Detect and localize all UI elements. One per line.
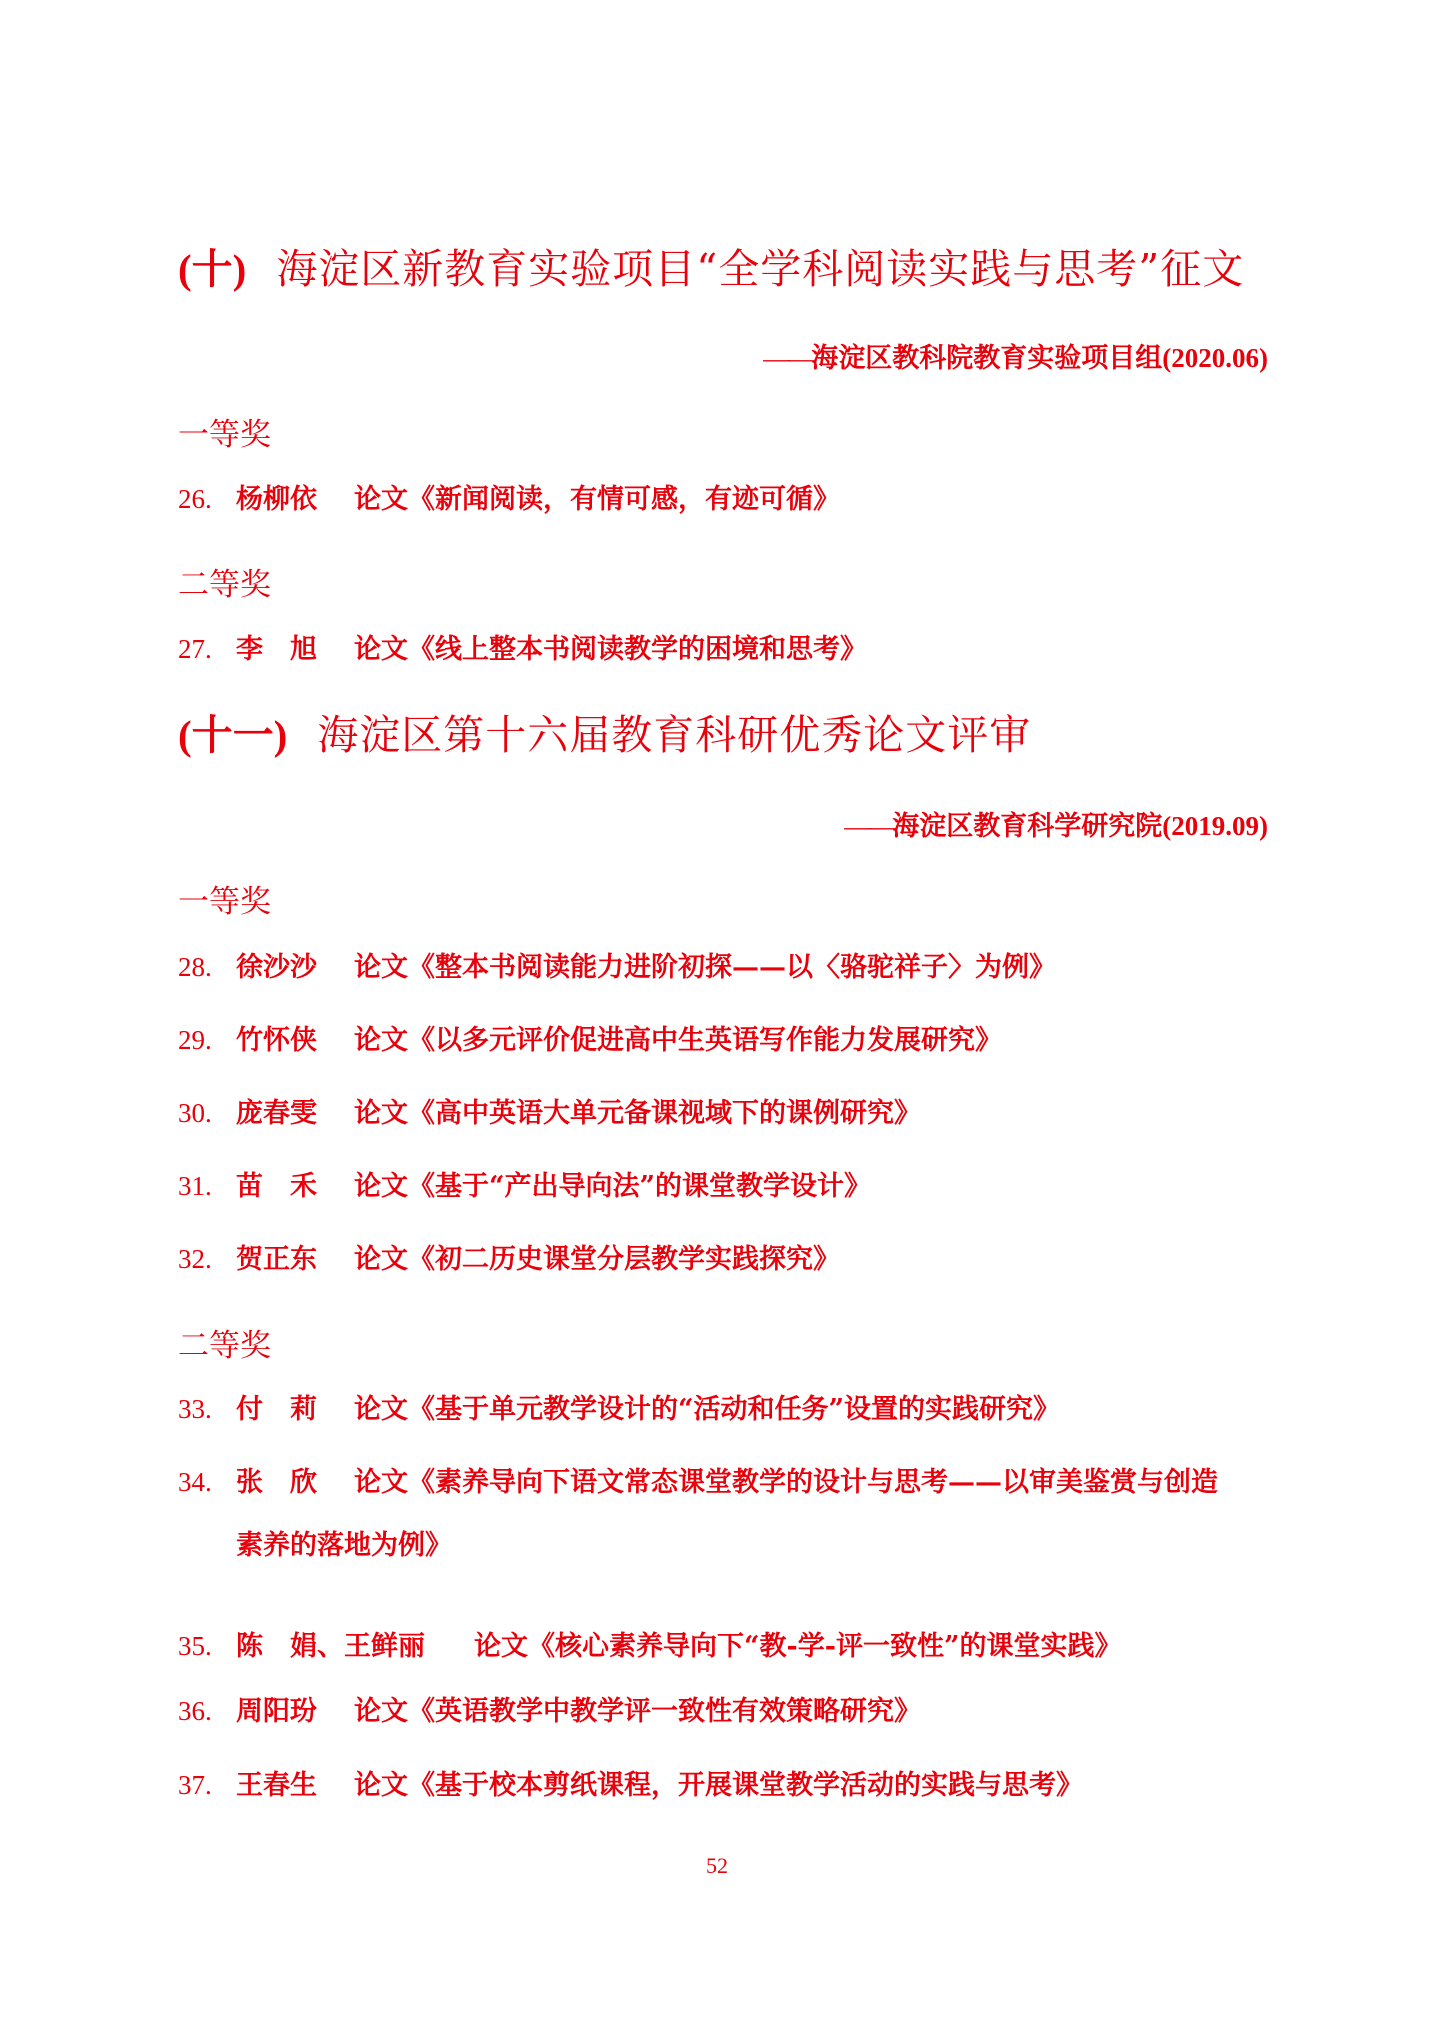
award-level: 二等奖 bbox=[178, 1328, 271, 1364]
entry-author: 贺正东 bbox=[236, 1244, 317, 1275]
section-number: (十一) bbox=[178, 712, 288, 758]
section-number: (十) bbox=[178, 246, 247, 292]
entry-paper: 论文《英语教学中教学评一致性有效策略研究》 bbox=[354, 1696, 921, 1727]
page-number: 52 bbox=[706, 1853, 728, 1878]
entry-number: 29. bbox=[178, 1025, 212, 1055]
entry-paper: 论文《高中英语大单元备课视域下的课例研究》 bbox=[354, 1098, 921, 1129]
list-item bbox=[178, 1173, 871, 1200]
source-org: 海淀区教育科学研究院 bbox=[892, 811, 1163, 842]
source-dash: —— bbox=[763, 343, 812, 373]
list-item bbox=[178, 1246, 840, 1273]
entry-paper: 论文《核心素养导向下“教-学-评一致性”的课堂实践》 bbox=[474, 1631, 1122, 1662]
entry-author: 徐沙沙 bbox=[236, 952, 317, 983]
entry-number: 37. bbox=[178, 1770, 212, 1800]
section-heading: 海淀区新教育实验项目“全学科阅读实践与思考”征文 bbox=[276, 245, 1245, 293]
entry-author: 王春生 bbox=[236, 1770, 317, 1801]
section-heading: 海淀区第十六届教育科研优秀论文评审 bbox=[317, 711, 1032, 759]
entry-number: 34. bbox=[178, 1467, 212, 1497]
entry-number: 36. bbox=[178, 1696, 212, 1726]
section-title bbox=[178, 702, 1031, 761]
section-source bbox=[844, 804, 1268, 843]
entry-number: 27. bbox=[178, 634, 212, 664]
entry-number: 28. bbox=[178, 952, 212, 982]
entry-author: 竹怀侠 bbox=[236, 1025, 317, 1056]
entry-author: 杨柳依 bbox=[236, 484, 317, 515]
entry-number: 33. bbox=[178, 1394, 212, 1424]
source-date: (2019.09) bbox=[1162, 811, 1268, 841]
entry-paper: 论文《素养导向下语文常态课堂教学的设计与思考——以审美鉴赏与创造 bbox=[354, 1467, 1218, 1498]
entry-author: 周阳玢 bbox=[236, 1696, 317, 1727]
list-item bbox=[178, 954, 1056, 981]
entry-paper: 论文《初二历史课堂分层教学实践探究》 bbox=[354, 1244, 840, 1275]
source-dash: —— bbox=[844, 811, 893, 841]
entry-paper-continued: 素养的落地为例》 bbox=[236, 1530, 452, 1561]
entry-number: 32. bbox=[178, 1244, 212, 1274]
list-item bbox=[178, 1698, 921, 1725]
entry-number: 35. bbox=[178, 1631, 212, 1661]
section-title bbox=[178, 236, 1244, 295]
entry-author: 张 欣 bbox=[236, 1467, 317, 1498]
entry-number: 31. bbox=[178, 1171, 212, 1201]
award-level: 一等奖 bbox=[178, 884, 271, 920]
entry-paper: 论文《基于“产出导向法”的课堂教学设计》 bbox=[354, 1171, 872, 1202]
entry-author: 庞春雯 bbox=[236, 1098, 317, 1129]
entry-paper: 论文《线上整本书阅读教学的困境和思考》 bbox=[354, 634, 867, 665]
list-item bbox=[178, 486, 840, 513]
award-level: 一等奖 bbox=[178, 417, 271, 453]
entry-paper: 论文《整本书阅读能力进阶初探——以〈骆驼祥子〉为例》 bbox=[354, 952, 1056, 983]
award-level: 二等奖 bbox=[178, 567, 271, 603]
entry-paper: 论文《基于校本剪纸课程，开展课堂教学活动的实践与思考》 bbox=[354, 1770, 1083, 1801]
list-item bbox=[178, 1100, 921, 1127]
section-source bbox=[763, 336, 1268, 375]
entry-author: 李 旭 bbox=[236, 634, 317, 665]
entry-paper: 论文《新闻阅读，有情可感，有迹可循》 bbox=[354, 484, 840, 515]
entry-number: 26. bbox=[178, 484, 212, 514]
list-item bbox=[178, 1469, 1218, 1559]
source-date: (2020.06) bbox=[1162, 343, 1268, 373]
entry-number: 30. bbox=[178, 1098, 212, 1128]
list-item bbox=[178, 1396, 1060, 1423]
entry-paper: 论文《以多元评价促进高中生英语写作能力发展研究》 bbox=[354, 1025, 1002, 1056]
entry-paper: 论文《基于单元教学设计的“活动和任务”设置的实践研究》 bbox=[354, 1394, 1061, 1425]
list-item bbox=[178, 1633, 1121, 1660]
entry-author: 苗 禾 bbox=[236, 1171, 317, 1202]
entry-author: 陈 娟、王鲜丽 bbox=[236, 1631, 425, 1662]
source-org: 海淀区教科院教育实验项目组 bbox=[811, 343, 1163, 374]
list-item bbox=[178, 636, 867, 663]
list-item bbox=[178, 1027, 1002, 1054]
entry-author: 付 莉 bbox=[236, 1394, 317, 1425]
list-item bbox=[178, 1772, 1083, 1799]
